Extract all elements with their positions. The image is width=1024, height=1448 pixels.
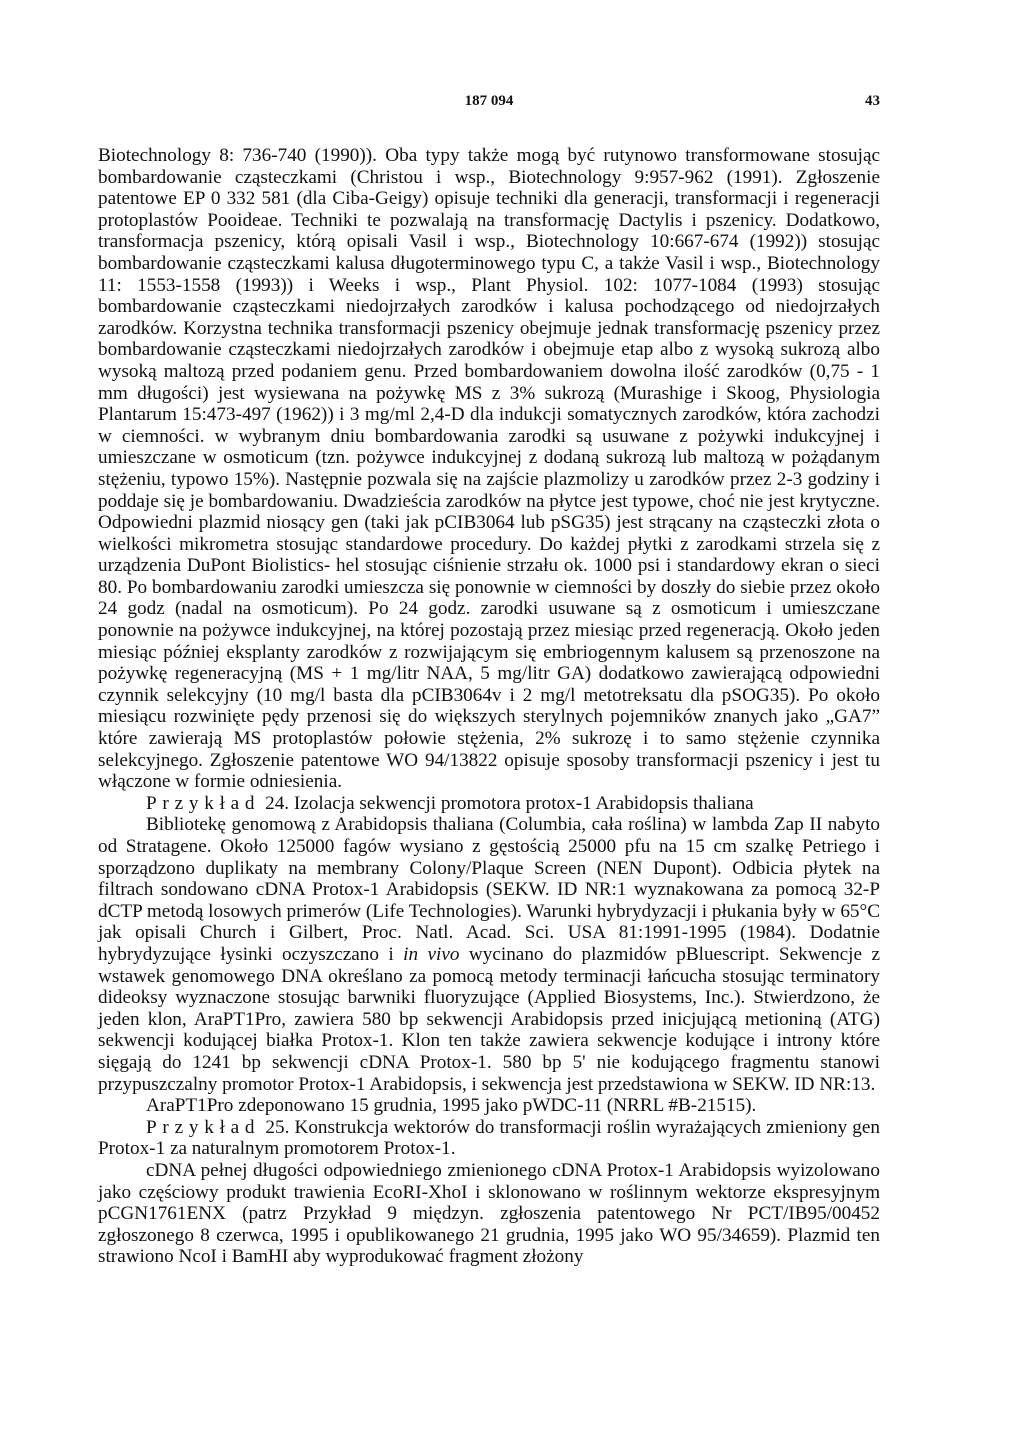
italic-term: in vivo bbox=[403, 943, 460, 965]
paragraph-text: Bibliotekę genomową z Arabidopsis thaliana (Columbia, cała roślina) w lambda Zap II nabyto od Stratagene. Około 125000 fagów wysiano z gęstością 25000 pfu na 15 cm szalkę Petriego i sporządzono duplikaty na membrany Colony/Plaque Screen (NEN Dupont). Odbicia płytek na filtrach sondowano cDNA Protox-1 Arabidopsis (SEKW. ID NR:1 wyznakowana za pomocą 32-P dCTP metodą losowych primerów (Life Technologies). Warunki hybrydyzacji i płukania były w 65°C jak opisali Church i Gilbert, Proc. Natl. Acad. Sci. USA 81:1991-1995 (1984). Dodatnie hybrydyzujące łysinki oczyszczano i bbox=[98, 814, 880, 965]
document-number: 187 094 bbox=[464, 93, 514, 109]
paragraph-cdna-cloning: cDNA pełnej długości odpowiedniego zmienionego cDNA Protox-1 Arabidopsis wyizolowano jako częściowy produkt trawienia EcoRI-XhoI i sklonowano w roślinnym wektorze ekspresyjnym pCGN1761ENX (patrz Przykład 9 międzyn. zgłoszenia patentowego Nr PCT/IB95/00452 zgłoszonego 8 czerwca, 1995 i opublikowanego 21 grudnia, 1995 jako WO 95/34659). Plazmid ten strawiono NcoI i BamHI aby wyprodukować fragment złożony bbox=[98, 1159, 880, 1268]
example-label: Przykład bbox=[146, 792, 261, 814]
example-label: Przykład bbox=[146, 1116, 261, 1138]
example-title: 25. Konstrukcja wektorów do transformacji roślin wyrażających zmieniony gen Protox-1 za naturalnym promotorem Protox-1. bbox=[98, 1116, 880, 1160]
example-title: 24. Izolacja sekwencji promotora protox-1 Arabidopsis thaliana bbox=[260, 792, 754, 814]
page-header bbox=[98, 93, 880, 115]
example-24-heading bbox=[98, 793, 880, 815]
paragraph-deposit: AraPT1Pro zdeponowano 15 grudnia, 1995 jako pWDC-11 (NRRL #B-21515). bbox=[146, 1095, 757, 1117]
paragraph-genomic-library bbox=[98, 814, 880, 1095]
paragraph-methods: Biotechnology 8: 736-740 (1990)). Oba typy także mogą być rutynowo transformowane stosując bombardowanie cząsteczkami (Christou i wsp., Biotechnology 9:957-962 (1991). Zgłoszenie patentowe EP 0 332 581 (dla Ciba-Geigy) opisuje techniki dla generacji, transformacji i regeneracji protoplastów Pooideae. Techniki te pozwalają na transformację Dactylis i pszenicy. Dodatkowo, transformacja pszenicy, którą opisali Vasil i wsp., Biotechnology 10:667-674 (1992)) stosując bombardowanie cząsteczkami kalusa długoterminowego typu C, a także Vasil i wsp., Biotechnology 11: 1553-1558 (1993)) i Weeks i wsp., Plant Physiol. 102: 1077-1084 (1993) stosując bombardowanie cząsteczkami niedojrzałych zarodków i kalusa pochodzącego od niedojrzałych zarodków. Korzystna technika transformacji pszenicy obejmuje jednak transformację pszenicy przez bombardowanie cząsteczkami niedojrzałych zarodków i obejmuje etap albo z wysoką sukrozą albo wysoką maltozą przed podaniem genu. Przed bombardowaniem dowolna ilość zarodków (0,75 - 1 mm długości) jest wysiewana na pożywkę MS z 3% sukrozą (Murashige i Skoog, Physiologia Plantarum 15:473-497 (1962)) i 3 mg/ml 2,4-D dla indukcji somatycznych zarodków, która zachodzi w ciemności. w wybranym dniu bombardowania zarodki są usuwane z pożywki indukcyjnej i umieszczane w osmoticum (tzn. pożywce indukcyjnej z dodaną sukrozą lub maltozą w pożądanym stężeniu, typowo 15%). Następnie pozwala się na zajście plazmolizy u zarodków przez 2-3 godziny i poddaje się je bombardowaniu. Dwadzieścia zarodków na płytce jest typowe, choć nie jest krytyczne. Odpowiedni plazmid niosący gen (taki jak pCIB3064 lub pSG35) jest strącany na cząsteczki złota o wielkości mikrometra stosując standardowe procedury. Do każdej płytki z zarodkami strzela się z urządzenia DuPont Biolistics- hel stosując ciśnienie strzału ok. 1000 psi i standardowy ekran o sieci 80. Po bombardowaniu zarodki umieszcza się ponownie w ciemności by doszły do siebie przez około 24 godz (nadal na osmoticum). Po 24 godz. zarodki usuwane są z osmoticum i umieszczane ponownie na pożywce indukcyjnej, na której pozostają przez miesiąc przed regeneracją. Około jeden miesiąc później eksplanty zarodków z rozwijającym się embriogennym kalusem są przenoszone na pożywkę regeneracyjną (MS + 1 mg/litr NAA, 5 mg/litr GA) dodatkowo zawierającą odpowiedni czynnik selekcyjny (10 mg/l basta dla pCIB3064v i 2 mg/l metotreksatu dla pSOG35). Po około miesiącu rozwinięte pędy przenosi się do większych sterylnych pojemników znanych jako „GA7” które zawierają MS protoplastów połowie stężenia, 2% sukrozę i to samo stężenie czynnika selekcyjnego. Zgłoszenie patentowe WO 94/13822 opisuje sposoby transformacji pszenicy i jest tu włączone w formie odniesienia. bbox=[98, 145, 880, 793]
document-body bbox=[98, 145, 880, 1268]
page-number: 43 bbox=[865, 93, 880, 109]
example-25-heading bbox=[98, 1117, 880, 1160]
paragraph-text: wycinano do plazmidów pBluescript. Sekwencje z wstawek genomowego DNA określano za pomocą metody terminacji łańcucha stosując terminatory dideoksy wyznaczone stosując barwniki fluoryzujące (Applied Biosystems, Inc.). Stwierdzono, że jeden klon, AraPT1Pro, zawiera 580 bp sekwencji Arabidopsis przed inicjującą metioniną (ATG) sekwencji kodującej białka Protox-1. Klon ten także zawiera sekwencje kodujące i introny które sięgają do 1241 bp sekwencji cDNA Protox-1. 580 bp 5' nie kodującego fragmentu stanowi przypuszczalny promotor Protox-1 Arabidopsis, i sekwencja jest przedstawiona w SEKW. ID NR:13. bbox=[98, 943, 880, 1095]
